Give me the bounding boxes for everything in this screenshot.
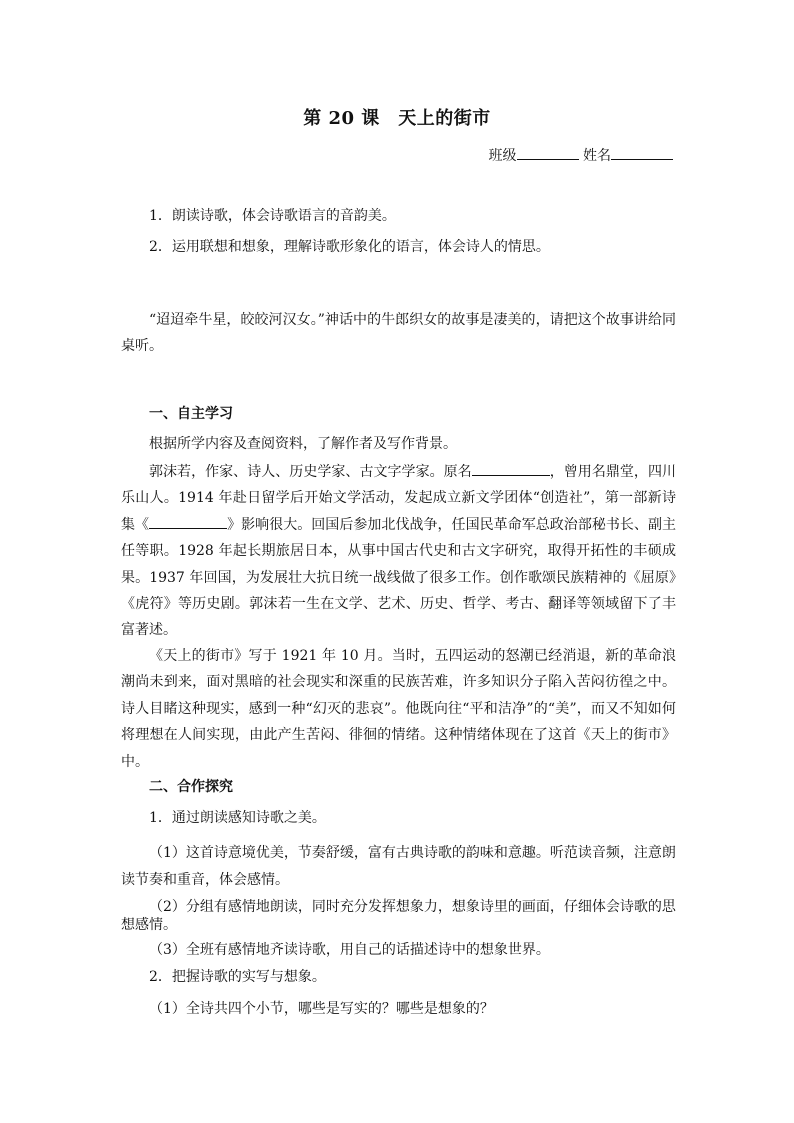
class-name-line — [489, 145, 673, 165]
goal-1: 1．朗读诗歌，体会诗歌语言的音韵美。 — [149, 208, 396, 224]
goal-2: 2．运用联想和想象，理解诗歌形象化的语言，体会诗人的情思。 — [149, 239, 550, 255]
task1-item-3: （3）全班有感情地齐读诗歌，用自己的话描述诗中的想象世界。 — [149, 942, 550, 958]
class-blank[interactable] — [517, 145, 579, 160]
author-bio — [121, 459, 676, 644]
task1-item-2: （2）分组有感情地朗读，同时充分发挥想象力，想象诗里的画面，仔细体会诗歌的思想感情。 — [121, 899, 676, 933]
bio-part-2: ，曾用名鼎堂，四川乐山人。1914 年赴日留学后开始文学活动，发起成立新文学团体“创造社”，第一部新诗集《 — [121, 464, 676, 533]
name-blank[interactable] — [611, 145, 673, 160]
class-label: 班级 — [488, 148, 517, 164]
task1-title: 1．通过朗读感知诗歌之美。 — [149, 810, 326, 826]
name-label: 姓名 — [583, 148, 611, 164]
task1-item-1: （1）这首诗意境优美，节奏舒缓，富有古典诗歌的韵味和意趣。听范读音频，注意朗读节奏和重音，体会感情。 — [121, 845, 676, 888]
section1-heading: 一、自主学习 — [149, 406, 233, 422]
bio-part-1: 郭沫若，作家、诗人、历史学家、古文字学家。原名 — [149, 464, 472, 480]
task2-item-1: （1）全诗共四个小节，哪些是写实的？哪些是想象的？ — [149, 1001, 494, 1017]
poetry-collection-blank[interactable] — [149, 514, 227, 529]
original-name-blank[interactable] — [472, 461, 550, 476]
intro-paragraph: “迢迢牵牛星，皎皎河汉女。”神话中的牛郎织女的故事是凄美的，请把这个故事讲给同桌听。 — [121, 312, 676, 355]
section2-heading: 二、合作探究 — [149, 779, 233, 795]
page-title: 第 20 课 天上的街市 — [303, 108, 491, 129]
bio-part-3: 》影响很大。回国后参加北伐战争，任国民革命军总政治部秘书长、副主任等职。1928 年起长期旅居日本，从事中国古代史和古文字研究，取得开拓性的丰硕成果。1937 年回国，为发展壮大抗日统一战线做了很多工作。创作歌颂民族精神的《屈原》《虎符》等历史剧。郭沫若一生在文学、艺术、历史、哲学、考古、翻译等领域留下了丰富著述。 — [121, 516, 677, 639]
section1-lead: 根据所学内容及查阅资料，了解作者及写作背景。 — [149, 436, 457, 452]
task2-title: 2．把握诗歌的实写与想象。 — [149, 969, 326, 985]
background-paragraph: 《天上的街市》写于 1921 年 10 月。当时，五四运动的怒潮已经消退，新的革命浪潮尚未到来，面对黑暗的社会现实和深重的民族苦难，许多知识分子陷入苦闷彷徨之中。诗人目睹这种现实，感到一种“幻灭的悲哀”。他既向往“平和洁净”的“美”，而又不知如何将理想在人间实现，由此产生苦闷、徘徊的情绪。这种情绪体现在了这首《天上的街市》中。 — [121, 648, 676, 770]
